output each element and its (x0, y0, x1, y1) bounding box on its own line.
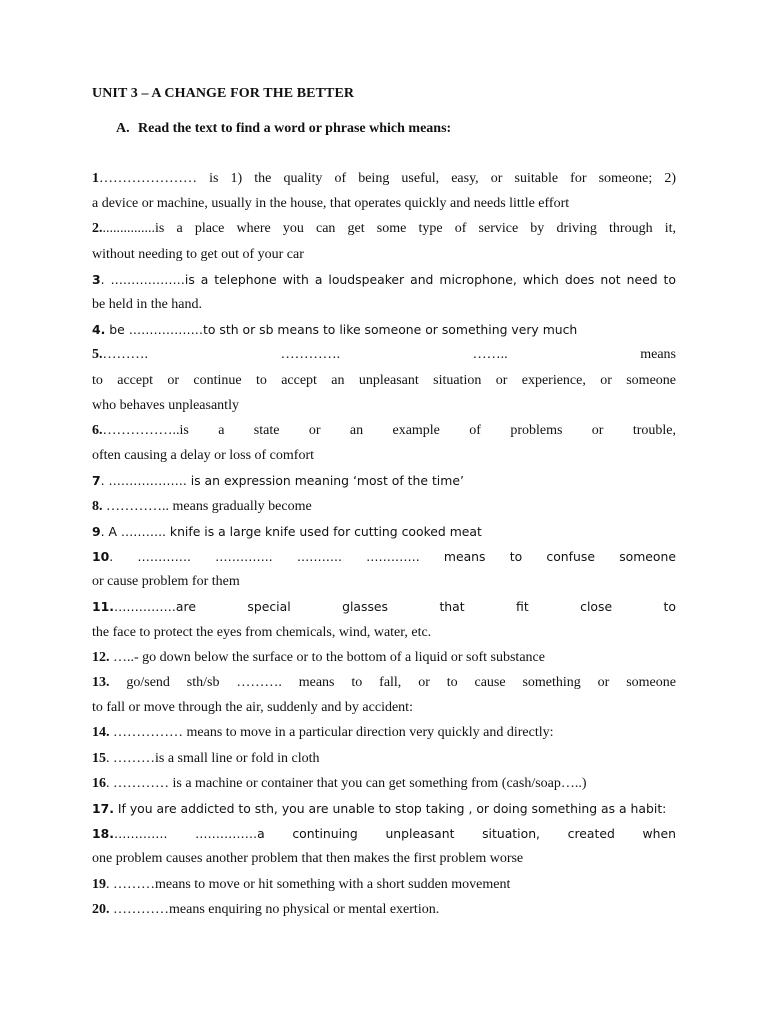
question-text: . A ……….. knife is a large knife used for cutting cooked meat (100, 523, 482, 539)
question-line (92, 422, 676, 440)
question-text: . …………. ………….. ……….. …………. means to confuse someone (109, 549, 676, 564)
question-line (92, 901, 676, 919)
question-line (92, 674, 676, 692)
question-number: 13. (92, 675, 110, 690)
question-line (92, 372, 676, 390)
unit-title: UNIT 3 – A CHANGE FOR THE BETTER (92, 86, 355, 101)
question-text: often causing a delay or loss of comfort (92, 448, 314, 464)
question-number: 4. (92, 322, 106, 338)
question-line (92, 346, 676, 364)
question-line (92, 573, 676, 591)
question-text: …..- go down below the surface or to the bottom of a liquid or soft substance (109, 649, 545, 665)
question-text: …………… means to move in a particular direction very quickly and directly: (109, 725, 554, 741)
question-line (92, 750, 676, 768)
question-line (92, 397, 676, 415)
question-line (92, 472, 676, 490)
question-text: . ………………is a telephone with a loudspeaker and microphone, which does not need to (100, 271, 676, 287)
question-text: ………. …………. …….. means (102, 347, 676, 363)
question-text: a device or machine, usually in the house, that operates quickly and needs little effort (92, 196, 570, 212)
question-line (92, 699, 676, 717)
question-line (92, 649, 676, 667)
question-number: 7 (92, 473, 101, 489)
question-text: ………….. means gradually become (102, 498, 312, 514)
question-line (92, 296, 676, 314)
question-text: or cause problem for them (92, 574, 240, 590)
question-number: 19 (92, 876, 106, 892)
question-text: to accept or continue to accept an unpleasant situation or experience, or someone (92, 372, 676, 388)
question-text: . ………… is a machine or container that you can get something from (cash/soap…..) (106, 775, 587, 791)
question-text: . ………………. is an expression meaning ‘most of the time’ (100, 473, 464, 489)
question-number: 11. (92, 599, 114, 615)
question-number: 1 (92, 171, 99, 186)
question-line (92, 850, 676, 868)
question-line (92, 321, 676, 339)
question-line (92, 220, 676, 238)
question-line (92, 170, 676, 188)
question-number: 8. (92, 498, 103, 514)
question-line (92, 876, 676, 894)
question-line (92, 246, 676, 264)
question-text: go/send sth/sb ………. means to fall, or to cause something or someone (109, 675, 676, 690)
question-line (92, 624, 676, 642)
question-number: 16 (92, 775, 106, 791)
question-text: to fall or move through the air, suddenly and by accident: (92, 700, 413, 716)
question-number: 17. (92, 801, 114, 816)
question-number: 9 (92, 523, 101, 539)
instruction-text: Read the text to find a word or phrase which means: (138, 121, 452, 136)
question-text: who behaves unpleasantly (92, 397, 239, 413)
question-text: be held in the hand. (92, 297, 203, 312)
question-line (92, 498, 676, 516)
question-line (92, 271, 676, 289)
section-instruction (116, 121, 451, 137)
question-text: one problem causes another problem that then makes the first problem worse (92, 851, 524, 867)
question-text: be ………………to sth or sb means to like someone or something very much (105, 322, 578, 338)
question-text: the face to protect the eyes from chemicals, wind, water, etc. (92, 624, 432, 640)
question-text: . ………is a small line or fold in cloth (106, 750, 320, 766)
question-number: 2. (92, 221, 103, 237)
question-number: 20. (92, 901, 110, 917)
question-number: 3 (92, 271, 101, 287)
question-text: . ………means to move or hit something with a short sudden movement (106, 876, 511, 892)
question-line (92, 195, 676, 213)
question-number: 15 (92, 750, 106, 766)
question-text: ……………are special glasses that fit close to (113, 599, 676, 615)
question-text: ...............is a place where you can get some type of service by driving through it, (102, 221, 676, 237)
question-text: without needing to get out of your car (92, 246, 304, 262)
question-number: 6. (92, 423, 103, 438)
question-text: …………. ……………a continuing unpleasant situation, created when (113, 826, 676, 842)
question-number: 12. (92, 649, 110, 665)
question-number: 14. (92, 725, 110, 741)
question-text: If you are addicted to sth, you are unable to stop taking , or doing something as a habit: (113, 801, 667, 816)
question-line (92, 447, 676, 465)
question-line (92, 523, 676, 541)
question-line (92, 598, 676, 616)
question-line (92, 825, 676, 843)
question-line (92, 800, 676, 818)
question-text: …………means enquiring no physical or mental exertion. (109, 901, 440, 917)
question-text: ……………..is a state or an example of problems or trouble, (102, 423, 676, 438)
section-letter: A. (116, 121, 130, 136)
question-text: ………………… is 1) the quality of being useful, easy, or suitable for someone; 2) (99, 171, 676, 186)
question-line (92, 548, 676, 566)
question-number: 5. (92, 347, 103, 363)
question-line (92, 724, 676, 742)
question-line (92, 775, 676, 793)
question-number: 10 (92, 549, 110, 564)
question-number: 18. (92, 826, 114, 842)
